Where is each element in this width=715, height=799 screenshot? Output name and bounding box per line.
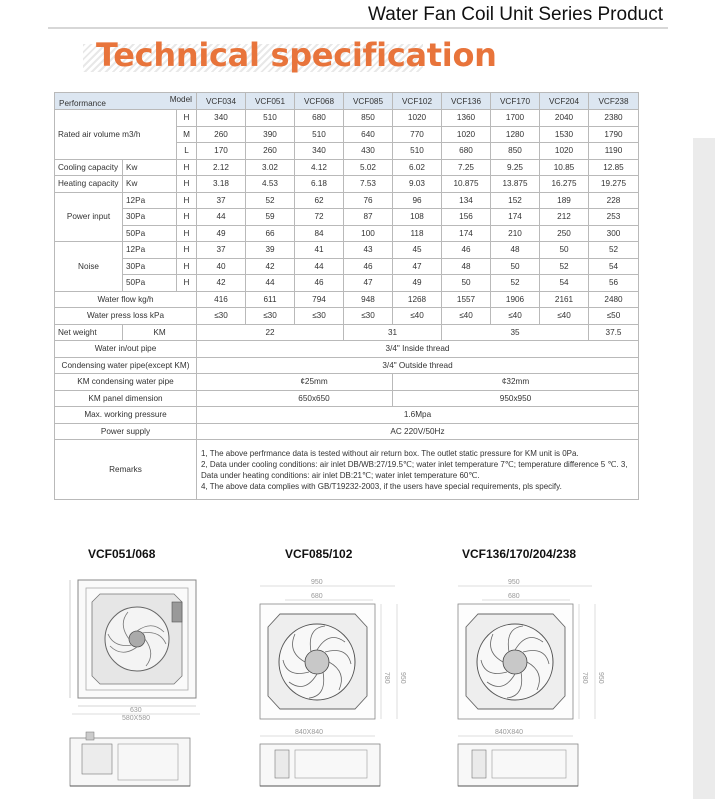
- model-title-vcf085: VCF085/102: [285, 547, 353, 561]
- pressure-cell: 12Pa: [123, 242, 177, 259]
- model-header: VCF204: [540, 93, 589, 110]
- value-cell: 2040: [540, 110, 589, 127]
- value-cell: 37.5: [589, 324, 639, 341]
- table-row: [55, 225, 639, 242]
- value-cell: 510: [393, 143, 442, 160]
- value-cell: 5.02: [344, 159, 393, 176]
- value-cell: 44: [295, 258, 344, 275]
- condensing-pipe-label: Condensing water pipe(except KM): [55, 357, 197, 374]
- table-row: [55, 324, 639, 341]
- value-cell: 1020: [540, 143, 589, 160]
- value-cell: 50: [540, 242, 589, 259]
- dim-label: 840X840: [495, 729, 524, 736]
- value-cell: 22: [197, 324, 344, 341]
- value-cell: 1360: [442, 110, 491, 127]
- value-cell: 134: [442, 192, 491, 209]
- unit-drawing-vcf136: [450, 572, 610, 794]
- value-cell: 170: [197, 143, 246, 160]
- value-cell: 45: [393, 242, 442, 259]
- value-cell: 390: [246, 126, 295, 143]
- level-cell: H: [177, 225, 197, 242]
- value-cell: 228: [589, 192, 639, 209]
- value-cell: ¢32mm: [393, 374, 639, 391]
- value-cell: 6.02: [393, 159, 442, 176]
- dim-label: 580X580: [122, 715, 151, 722]
- value-cell: 794: [295, 291, 344, 308]
- value-cell: 3.02: [246, 159, 295, 176]
- value-cell: 37: [197, 242, 246, 259]
- value-cell: 4.53: [246, 176, 295, 193]
- km-condensing-label: KM condensing water pipe: [55, 374, 197, 391]
- value-cell: 46: [295, 275, 344, 292]
- level-cell: H: [177, 176, 197, 193]
- level-cell: H: [177, 275, 197, 292]
- value-cell: 76: [344, 192, 393, 209]
- header-model: Model: [169, 95, 192, 104]
- value-cell: 12.85: [589, 159, 639, 176]
- table-row: [55, 110, 639, 127]
- table-header-row: [55, 93, 639, 110]
- value-cell: 52: [589, 242, 639, 259]
- value-cell: 41: [295, 242, 344, 259]
- value-cell: 47: [393, 258, 442, 275]
- value-cell: 210: [491, 225, 540, 242]
- value-cell: 3/4" Outside thread: [197, 357, 639, 374]
- value-cell: 3/4" Inside thread: [197, 341, 639, 358]
- table-row: [55, 374, 639, 391]
- table-row: [55, 275, 639, 292]
- table-row: [55, 291, 639, 308]
- table-row: [55, 258, 639, 275]
- remark-line: 1, The above perfrmance data is tested without air return box. The outlet static pressure for KM unit is 0Pa.: [201, 448, 579, 458]
- remark-line: 4, The above data complies with GB/T19232-2003, if the users have special requirements, pls specify.: [201, 481, 562, 491]
- series-title: Water Fan Coil Unit Series Product: [368, 4, 663, 25]
- value-cell: 1020: [393, 110, 442, 127]
- power-supply-label: Power supply: [55, 423, 197, 440]
- remark-line: 2, Data under cooling conditions: air inlet DB/WB:27/19.5℃; water inlet temperature 7℃; temperature difference 5 ℃. 3, Data under heating conditions: air inlet DB:21℃; water inlet temperature 60℃.: [201, 459, 628, 480]
- spec-table: [54, 92, 639, 500]
- value-cell: 340: [295, 143, 344, 160]
- value-cell: 640: [344, 126, 393, 143]
- level-cell: M: [177, 126, 197, 143]
- value-cell: 72: [295, 209, 344, 226]
- value-cell: 9.25: [491, 159, 540, 176]
- model-header: VCF034: [197, 93, 246, 110]
- value-cell: 1790: [589, 126, 639, 143]
- value-cell: 10.85: [540, 159, 589, 176]
- table-row: [55, 357, 639, 374]
- side-panel: [693, 138, 715, 799]
- value-cell: 212: [540, 209, 589, 226]
- value-cell: 9.03: [393, 176, 442, 193]
- dim-label: 950: [508, 579, 520, 586]
- level-cell: L: [177, 143, 197, 160]
- value-cell: 1020: [442, 126, 491, 143]
- model-header: VCF085: [344, 93, 393, 110]
- dim-label: 950: [597, 672, 604, 684]
- unit-cell: Kw: [123, 159, 177, 176]
- value-cell: 174: [442, 225, 491, 242]
- value-cell: 44: [246, 275, 295, 292]
- pressure-cell: 50Pa: [123, 275, 177, 292]
- model-header: VCF051: [246, 93, 295, 110]
- value-cell: 6.18: [295, 176, 344, 193]
- value-cell: 850: [344, 110, 393, 127]
- remarks-text: [197, 440, 639, 500]
- header-divider: [48, 27, 668, 29]
- value-cell: 2.12: [197, 159, 246, 176]
- value-cell: 1190: [589, 143, 639, 160]
- value-cell: 100: [344, 225, 393, 242]
- value-cell: 2161: [540, 291, 589, 308]
- table-row: [55, 440, 639, 500]
- unit-cell: Kw: [123, 176, 177, 193]
- value-cell: 50: [491, 258, 540, 275]
- model-header: VCF170: [491, 93, 540, 110]
- value-cell: 54: [540, 275, 589, 292]
- value-cell: 42: [246, 258, 295, 275]
- value-cell: 49: [197, 225, 246, 242]
- value-cell: 1557: [442, 291, 491, 308]
- value-cell: 16.275: [540, 176, 589, 193]
- value-cell: 52: [246, 192, 295, 209]
- level-cell: H: [177, 209, 197, 226]
- value-cell: 52: [540, 258, 589, 275]
- value-cell: ≤30: [295, 308, 344, 325]
- value-cell: 13.875: [491, 176, 540, 193]
- max-pressure-label: Max. working pressure: [55, 407, 197, 424]
- model-header: VCF102: [393, 93, 442, 110]
- value-cell: 84: [295, 225, 344, 242]
- value-cell: 46: [442, 242, 491, 259]
- value-cell: ≤30: [246, 308, 295, 325]
- model-title-vcf051: VCF051/068: [88, 547, 156, 561]
- value-cell: 42: [197, 275, 246, 292]
- model-header: VCF136: [442, 93, 491, 110]
- value-cell: 260: [246, 143, 295, 160]
- value-cell: 340: [197, 110, 246, 127]
- value-cell: 948: [344, 291, 393, 308]
- page-title: Technical specification: [96, 36, 497, 74]
- value-cell: 152: [491, 192, 540, 209]
- value-cell: ≤40: [491, 308, 540, 325]
- level-cell: H: [177, 192, 197, 209]
- value-cell: 87: [344, 209, 393, 226]
- value-cell: 510: [295, 126, 344, 143]
- dim-label: 680: [311, 593, 323, 600]
- header-performance-cell: [55, 93, 197, 110]
- table-row: [55, 423, 639, 440]
- value-cell: 510: [246, 110, 295, 127]
- table-row: [55, 390, 639, 407]
- value-cell: ≤30: [344, 308, 393, 325]
- value-cell: 7.53: [344, 176, 393, 193]
- rated-air-label: Rated air volume m3/h: [55, 110, 177, 160]
- value-cell: 1.6Mpa: [197, 407, 639, 424]
- value-cell: AC 220V/50Hz: [197, 423, 639, 440]
- unit-drawing-vcf085: [255, 572, 415, 794]
- value-cell: 611: [246, 291, 295, 308]
- power-label: Power input: [55, 192, 123, 242]
- value-cell: 174: [491, 209, 540, 226]
- header-performance: Performance: [59, 99, 106, 108]
- km-panel-label: KM panel dimension: [55, 390, 197, 407]
- value-cell: 50: [442, 275, 491, 292]
- value-cell: 48: [442, 258, 491, 275]
- pressure-cell: 30Pa: [123, 209, 177, 226]
- table-row: [55, 159, 639, 176]
- value-cell: 31: [344, 324, 442, 341]
- value-cell: 1700: [491, 110, 540, 127]
- level-cell: H: [177, 242, 197, 259]
- value-cell: 19.275: [589, 176, 639, 193]
- value-cell: 650x650: [197, 390, 393, 407]
- value-cell: 7.25: [442, 159, 491, 176]
- dim-label: 950: [399, 672, 406, 684]
- value-cell: ≤30: [197, 308, 246, 325]
- dim-label: 630: [130, 707, 142, 714]
- value-cell: 156: [442, 209, 491, 226]
- value-cell: 46: [344, 258, 393, 275]
- value-cell: 250: [540, 225, 589, 242]
- unit-drawing-vcf051: [60, 572, 210, 794]
- value-cell: 680: [442, 143, 491, 160]
- pressure-cell: 50Pa: [123, 225, 177, 242]
- value-cell: 49: [393, 275, 442, 292]
- value-cell: 850: [491, 143, 540, 160]
- table-row: [55, 242, 639, 259]
- dim-label: 680: [508, 593, 520, 600]
- value-cell: 108: [393, 209, 442, 226]
- net-weight-label: Net weight: [55, 324, 123, 341]
- table-row: [55, 407, 639, 424]
- pressure-cell: 12Pa: [123, 192, 177, 209]
- value-cell: 10.875: [442, 176, 491, 193]
- value-cell: 43: [344, 242, 393, 259]
- value-cell: 260: [197, 126, 246, 143]
- value-cell: 54: [589, 258, 639, 275]
- value-cell: ¢25mm: [197, 374, 393, 391]
- value-cell: 300: [589, 225, 639, 242]
- value-cell: 1268: [393, 291, 442, 308]
- water-press-label: Water press loss kPa: [55, 308, 197, 325]
- value-cell: 39: [246, 242, 295, 259]
- value-cell: 3.18: [197, 176, 246, 193]
- value-cell: 59: [246, 209, 295, 226]
- dim-label: 780: [581, 672, 588, 684]
- level-cell: H: [177, 110, 197, 127]
- heating-label: Heating capacity: [55, 176, 123, 193]
- value-cell: 4.12: [295, 159, 344, 176]
- dim-label: 950: [311, 579, 323, 586]
- value-cell: 37: [197, 192, 246, 209]
- value-cell: 62: [295, 192, 344, 209]
- value-cell: 66: [246, 225, 295, 242]
- cooling-label: Cooling capacity: [55, 159, 123, 176]
- value-cell: 96: [393, 192, 442, 209]
- value-cell: 1906: [491, 291, 540, 308]
- value-cell: 430: [344, 143, 393, 160]
- unit-cell: KM: [123, 324, 197, 341]
- value-cell: 680: [295, 110, 344, 127]
- value-cell: 2480: [589, 291, 639, 308]
- remarks-label: Remarks: [55, 440, 197, 500]
- water-pipe-label: Water in/out pipe: [55, 341, 197, 358]
- model-header: VCF068: [295, 93, 344, 110]
- value-cell: 40: [197, 258, 246, 275]
- level-cell: H: [177, 159, 197, 176]
- value-cell: 950x950: [393, 390, 639, 407]
- value-cell: 770: [393, 126, 442, 143]
- value-cell: 118: [393, 225, 442, 242]
- value-cell: 1280: [491, 126, 540, 143]
- value-cell: 416: [197, 291, 246, 308]
- table-row: [55, 192, 639, 209]
- model-title-vcf136: VCF136/170/204/238: [462, 547, 577, 561]
- table-row: [55, 308, 639, 325]
- value-cell: ≤50: [589, 308, 639, 325]
- model-header: VCF238: [589, 93, 639, 110]
- value-cell: 47: [344, 275, 393, 292]
- value-cell: 2380: [589, 110, 639, 127]
- table-row: [55, 341, 639, 358]
- dim-label: 780: [383, 672, 390, 684]
- value-cell: 56: [589, 275, 639, 292]
- value-cell: 35: [442, 324, 589, 341]
- value-cell: ≤40: [540, 308, 589, 325]
- value-cell: 1530: [540, 126, 589, 143]
- value-cell: ≤40: [393, 308, 442, 325]
- table-row: [55, 176, 639, 193]
- value-cell: 253: [589, 209, 639, 226]
- noise-label: Noise: [55, 242, 123, 292]
- value-cell: ≤40: [442, 308, 491, 325]
- value-cell: 52: [491, 275, 540, 292]
- value-cell: 189: [540, 192, 589, 209]
- value-cell: 48: [491, 242, 540, 259]
- pressure-cell: 30Pa: [123, 258, 177, 275]
- value-cell: 44: [197, 209, 246, 226]
- level-cell: H: [177, 258, 197, 275]
- dim-label: 840X840: [295, 729, 324, 736]
- table-row: [55, 209, 639, 226]
- water-flow-label: Water flow kg/h: [55, 291, 197, 308]
